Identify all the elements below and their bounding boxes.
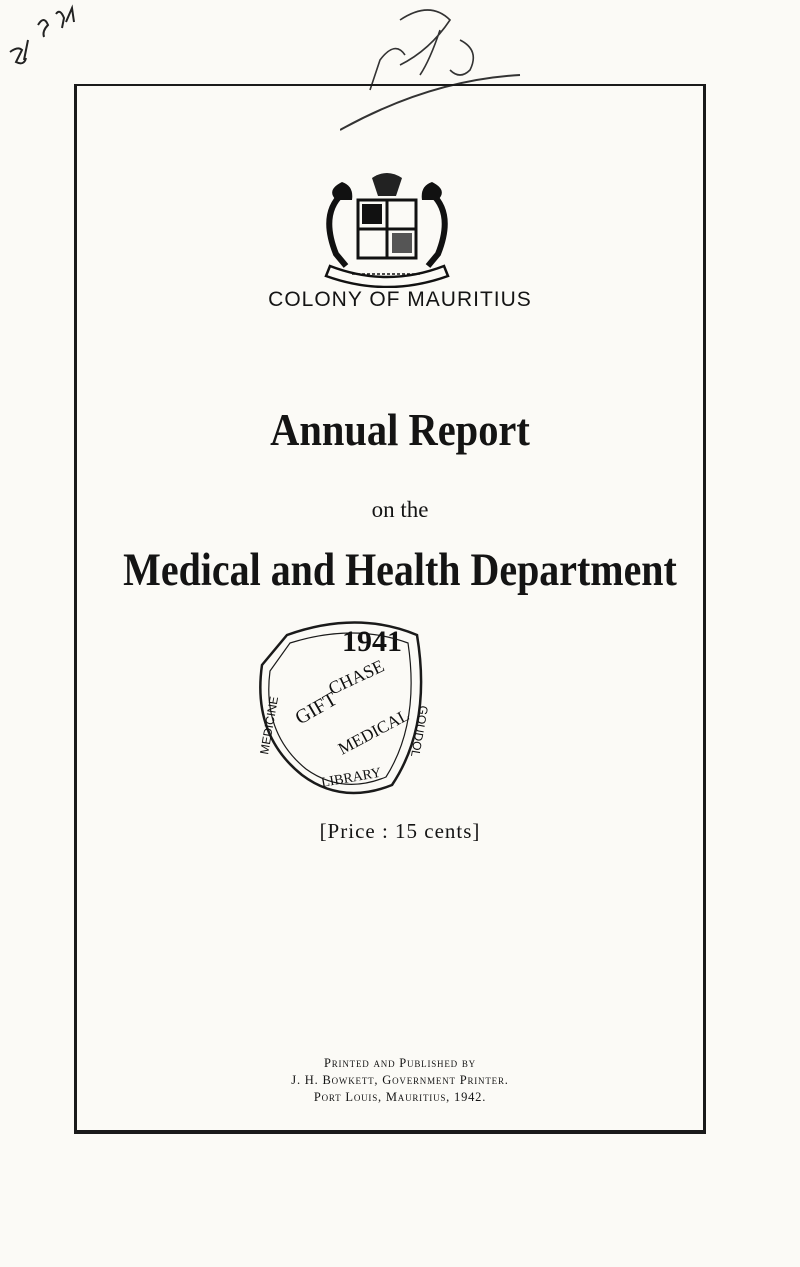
stamp-year: 1941 xyxy=(342,625,402,658)
colony-name: COLONY OF MAURITIUS xyxy=(268,288,532,311)
imprint-line-1: Printed and Published by xyxy=(324,1056,476,1070)
price-label: [Price : 15 cents] xyxy=(319,819,481,843)
svg-text:GOUDOL: GOUDOL xyxy=(408,704,431,759)
report-title: Annual Report xyxy=(270,404,530,455)
department-title: Medical and Health Department xyxy=(123,544,677,596)
title-connector: on the xyxy=(371,497,429,522)
printer-imprint xyxy=(0,1055,800,1106)
imprint-line-3: Port Louis, Mauritius, 1942. xyxy=(313,1090,487,1104)
svg-text:LIBRARY: LIBRARY xyxy=(320,765,383,791)
handwritten-annotation-corner xyxy=(0,0,130,90)
imprint-line-2: J. H. Bowkett, Government Printer. xyxy=(291,1073,509,1087)
library-stamp-icon xyxy=(242,605,432,805)
svg-text:CHASE: CHASE xyxy=(325,655,388,699)
svg-text:MEDICAL: MEDICAL xyxy=(334,705,413,759)
svg-text:GIFT: GIFT xyxy=(291,688,341,730)
coat-of-arms-icon xyxy=(312,170,462,288)
svg-text:MEDICINE: MEDICINE xyxy=(257,695,282,756)
